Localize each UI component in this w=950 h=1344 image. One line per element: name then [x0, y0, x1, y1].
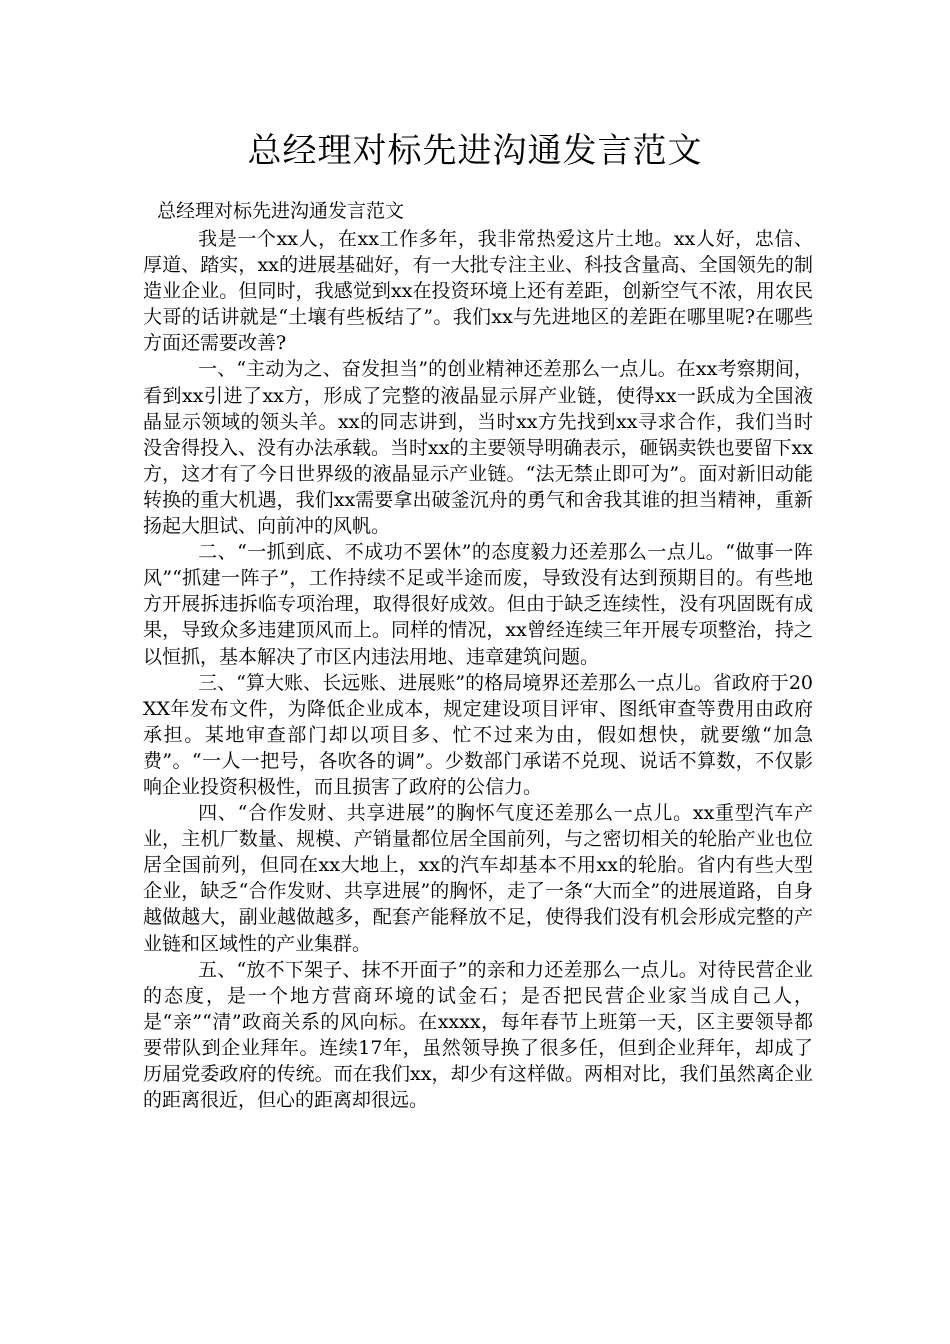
paragraph-point-4: 四、“合作发财、共享进展”的胸怀气度还差那么一点儿。xx重型汽车产业，主机厂数量、规模、产销量都位居全国前列，与之密切相关的轮胎产业也位居全国前列，但同在xx大地上，xx的汽车却基本不用xx的轮胎。省内有些大型企业，缺乏“合作发财、共享进展”的胸怀，走了一条“大而全”的进展道路，自身越做越大，副业越做越多，配套产能释放不足，使得我们没有机会形成完整的产业链和区域性的产业集群。: [143, 802, 813, 955]
paragraph-point-5: 五、“放不下架子、抹不开面子”的亲和力还差那么一点儿。对待民营企业的态度，是一个地方营商环境的试金石；是否把民营企业家当成自己人，是“亲”“清”政商关系的风向标。在xxxx，每年春节上班第一天，区主要领导都要带队到企业拜年。连续17年，虽然领导换了很多任，但到企业拜年，却成了历届党委政府的传统。而在我们xx，却少有这样做。两相对比，我们虽然离企业的距离很近，但心的距离却很远。: [143, 958, 813, 1112]
document-subtitle: 总经理对标先进沟通发言范文: [157, 200, 405, 222]
paragraph-point-1: 一、“主动为之、奋发担当”的创业精神还差那么一点儿。在xx考察期间，看到xx引进了xx方，形成了完整的液晶显示屏产业链，使得xx一跃成为全国液晶显示领域的领头羊。xx的同志讲到，当时xx方先找到xx寻求合作，我们当时没舍得投入、没有办法承载。当时xx的主要领导明确表示，砸锅卖铁也要留下xx方，这才有了今日世界级的液晶显示产业链。“法无禁止即可为”。面对新旧动能转换的重大机遇，我们xx需要拿出破釜沉舟的勇气和舍我其谁的担当精神，重新扬起大胆试、向前冲的风帆。: [143, 358, 813, 538]
document-title: 总经理对标先进沟通发言范文: [247, 131, 703, 171]
document-body: [143, 196, 813, 1113]
paragraph-point-2: 二、“一抓到底、不成功不罢休”的态度毅力还差那么一点儿。“做事一阵风”“抓建一阵子”，工作持续不足或半途而废，导致没有达到预期目的。有些地方开展拆违拆临专项治理，取得很好成效。但由于缺乏连续性，没有巩固既有成果，导致众多违建顶风而上。同样的情况，xx曾经连续三年开展专项整治，持之以恒抓，基本解决了市区内违法用地、违章建筑问题。: [143, 541, 813, 668]
paragraph-intro: 我是一个xx人，在xx工作多年，我非常热爱这片土地。xx人好，忠信、厚道、踏实，xx的进展基础好，有一大批专注主业、科技含量高、全国领先的制造业企业。但同时，我感觉到xx在投资环境上还有差距，创新空气不浓，用农民大哥的话讲就是“土壤有些板结了”。我们xx与先进地区的差距在哪里呢?在哪些方面还需要改善?: [143, 228, 813, 355]
paragraph-point-3: 三、“算大账、长远账、进展账”的格局境界还差那么一点儿。省政府于20XX年发布文件，为降低企业成本，规定建设项目评审、图纸审查等费用由政府承担。某地审查部门却以项目多、忙不过来为由，假如想快，就要缴“加急费”。“一人一把号，各吹各的调”。少数部门承诺不兑现、说话不算数，不仅影响企业投资积极性，而且损害了政府的公信力。: [143, 671, 813, 798]
